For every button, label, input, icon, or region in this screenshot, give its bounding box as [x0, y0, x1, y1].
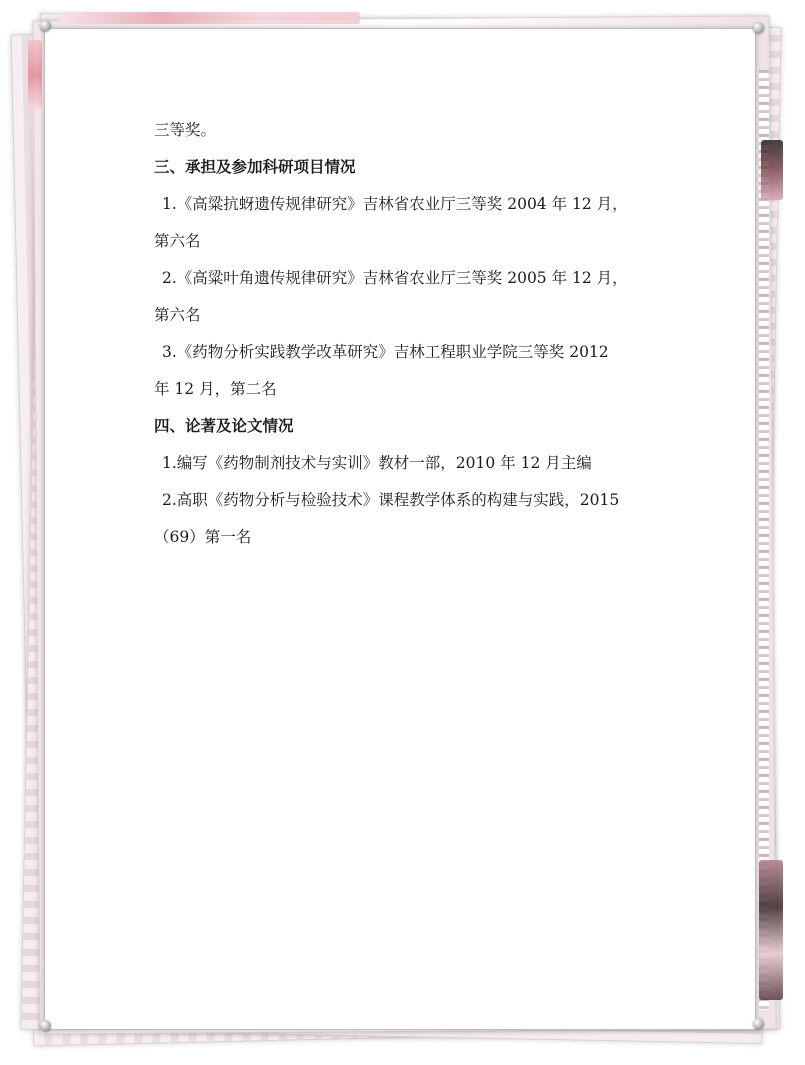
document-body: [154, 112, 654, 556]
body-text-line: 三等奖。: [154, 121, 217, 139]
list-item: 2.《高粱叶角遗传规律研究》吉林省农业厅三等奖 2005 年 12 月，: [162, 269, 628, 287]
list-item: 1.《高粱抗蚜遗传规律研究》吉林省农业厅三等奖 2004 年 12 月，: [162, 195, 628, 213]
list-item: 1.编写《药物制剂技术与实训》教材一部，2010 年 12 月主编: [162, 454, 592, 472]
body-text-line: 年 12 月，第二名: [154, 380, 277, 398]
pin-icon: [40, 20, 51, 31]
pin-icon: [753, 1018, 764, 1029]
section-heading: 四、论著及论文情况: [154, 417, 294, 435]
list-item: 3.《药物分析实践教学改革研究》吉林工程职业学院三等奖 2012: [162, 343, 609, 361]
body-text-line: （69）第一名: [154, 528, 252, 546]
decorative-photo-strip: [60, 12, 360, 24]
body-text-line: 第六名: [154, 232, 201, 250]
body-text-line: 第六名: [154, 306, 201, 324]
pin-icon: [40, 1020, 51, 1031]
section-heading: 三、承担及参加科研项目情况: [154, 158, 356, 176]
decorative-photo-strip: [759, 860, 783, 1000]
decorative-photo-strip: [761, 140, 783, 200]
decorative-photo-strip: [28, 40, 42, 110]
pin-icon: [753, 22, 764, 33]
list-item: 2.高职《药物分析与检验技术》课程教学体系的构建与实践，2015: [162, 491, 620, 509]
